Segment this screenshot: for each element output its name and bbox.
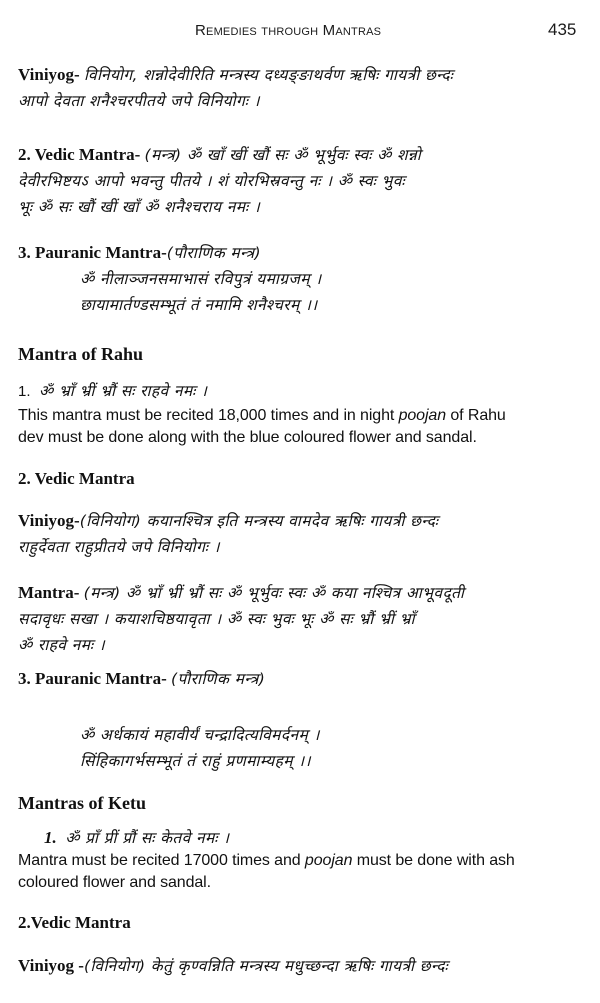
section-heading: Mantras of Ketu bbox=[18, 793, 146, 813]
pauranic-mantra-label-deva: (पौराणिक मन्त्र) bbox=[166, 244, 261, 262]
mantra-line: ॐ राहवे नमः । bbox=[18, 636, 105, 654]
rahu-instruction bbox=[18, 405, 584, 449]
mantra-number: 1. bbox=[44, 828, 57, 847]
instruction-italic-term: poojan bbox=[398, 407, 447, 424]
vedic-mantra-line: भूः ॐ सः खौं खीं खाँ ॐ शनैश्चराय नमः । bbox=[18, 198, 261, 216]
verse-line: ॐ अर्धकायं महावीर्यं चन्द्रादित्यविमर्दनम् । bbox=[80, 726, 320, 744]
running-header-title: Remedies through Mantras bbox=[195, 22, 382, 39]
viniyog-text-line: राहुर्देवता राहुप्रीतये जपे विनियोगः । bbox=[18, 538, 220, 556]
pauranic-mantra-label: 3. Pauranic Mantra- bbox=[18, 669, 167, 688]
rahu-pauranic-verse bbox=[18, 722, 584, 774]
pauranic-mantra-label-deva: (पौराणिक मन्त्र) bbox=[170, 670, 266, 688]
rahu-vedic-heading bbox=[18, 466, 584, 492]
viniyog-text-line: आपो देवता शनैश्चरपीतये जपे विनियोगः । bbox=[18, 92, 260, 110]
vedic-mantra-line: देवीरभिष्टयऽ आपो भवन्तु पीतये । शं योरभिस्रवन्तु नः । ॐ स्वः भुवः bbox=[18, 172, 405, 190]
viniyog-label: Viniyog- bbox=[18, 511, 80, 530]
pauranic-mantra-label: 3. Pauranic Mantra- bbox=[18, 243, 167, 262]
page-number: 435 bbox=[548, 20, 577, 39]
mantra-label: Mantra- bbox=[18, 583, 80, 602]
instruction-text: of Rahu bbox=[446, 407, 506, 424]
mantra-text: ॐ भ्राँ भ्रीं भ्रौं सः राहवे नमः । bbox=[39, 382, 208, 400]
instruction-italic-term: poojan bbox=[304, 852, 353, 869]
verse-line: ॐ नीलाञ्जनसमाभासं रविपुत्रं यमाग्रजम् । bbox=[80, 270, 322, 288]
instruction-text: Mantra must be recited 17000 times and bbox=[18, 852, 305, 869]
shani-viniyog-block bbox=[18, 62, 584, 114]
section-heading: Mantra of Rahu bbox=[18, 344, 143, 364]
vedic-mantra-line: (मन्त्र) ॐ खाँ खीं खौं सः ॐ भूर्भुवः स्वः ॐ शन्नो bbox=[144, 146, 422, 164]
mantra-text: ॐ प्राँ प्रीं प्रौं सः केतवे नमः । bbox=[65, 829, 230, 847]
rahu-section-heading bbox=[18, 341, 584, 367]
mantra-number: 1. bbox=[18, 383, 31, 400]
instruction-text: must be done with ash bbox=[352, 852, 515, 869]
ketu-vedic-heading bbox=[18, 910, 584, 936]
instruction-text: dev must be done along with the blue coloured flower and sandal. bbox=[18, 429, 477, 446]
verse-line: सिंहिकागर्भसम्भूतं तं राहुं प्रणमाम्यहम् ।। bbox=[80, 752, 311, 770]
ketu-section-heading bbox=[18, 790, 584, 816]
running-header bbox=[0, 22, 600, 46]
viniyog-text-line: (विनियोग) कयानश्चित्र इति मन्त्रस्य वामदेव ऋषिः गायत्री छन्दः bbox=[79, 512, 439, 530]
mantra-line: सदावृधः सखा । कयाशचिष्ठयावृता । ॐ स्वः भुवः भूः ॐ सः भ्रौं भ्रीं भ्राँ bbox=[18, 610, 415, 628]
ketu-mantra-1-block bbox=[18, 825, 600, 851]
verse-line: छायामार्तण्डसम्भूतं तं नमामि शनैश्चरम् ।। bbox=[80, 296, 318, 314]
vedic-mantra-label: 2. Vedic Mantra- bbox=[18, 145, 141, 164]
viniyog-label: Viniyog- bbox=[18, 65, 80, 84]
rahu-mantra-1-block bbox=[18, 378, 584, 404]
mantra-line: (मन्त्र) ॐ भ्राँ भ्रीं भ्रौं सः ॐ भूर्भुवः स्वः ॐ कया नश्चित्र आभूवदूती bbox=[83, 584, 465, 602]
rahu-pauranic-label-block bbox=[18, 666, 584, 692]
subheading: 2.Vedic Mantra bbox=[18, 913, 131, 932]
subheading: 2. Vedic Mantra bbox=[18, 469, 135, 488]
shani-pauranic-block bbox=[18, 240, 584, 318]
viniyog-text-line: विनियोग, शन्नोदेवीरिति मन्त्रस्य दध्यङ्ङाथर्वण ऋषिः गायत्री छन्दः bbox=[83, 66, 454, 84]
viniyog-label: Viniyog - bbox=[18, 956, 84, 975]
instruction-text: This mantra must be recited 18,000 times and in night bbox=[18, 407, 399, 424]
ketu-viniyog-block bbox=[18, 953, 584, 979]
viniyog-text-line: (विनियोग) केतुं कृण्वन्निति मन्त्रस्य मधुच्छन्दा ऋषिः गायत्री छन्दः bbox=[83, 957, 448, 975]
rahu-vedic-mantra-block bbox=[18, 580, 584, 658]
shani-vedic-block bbox=[18, 142, 584, 220]
rahu-viniyog-block bbox=[18, 508, 584, 560]
ketu-instruction bbox=[18, 850, 584, 894]
instruction-text: coloured flower and sandal. bbox=[18, 874, 211, 891]
